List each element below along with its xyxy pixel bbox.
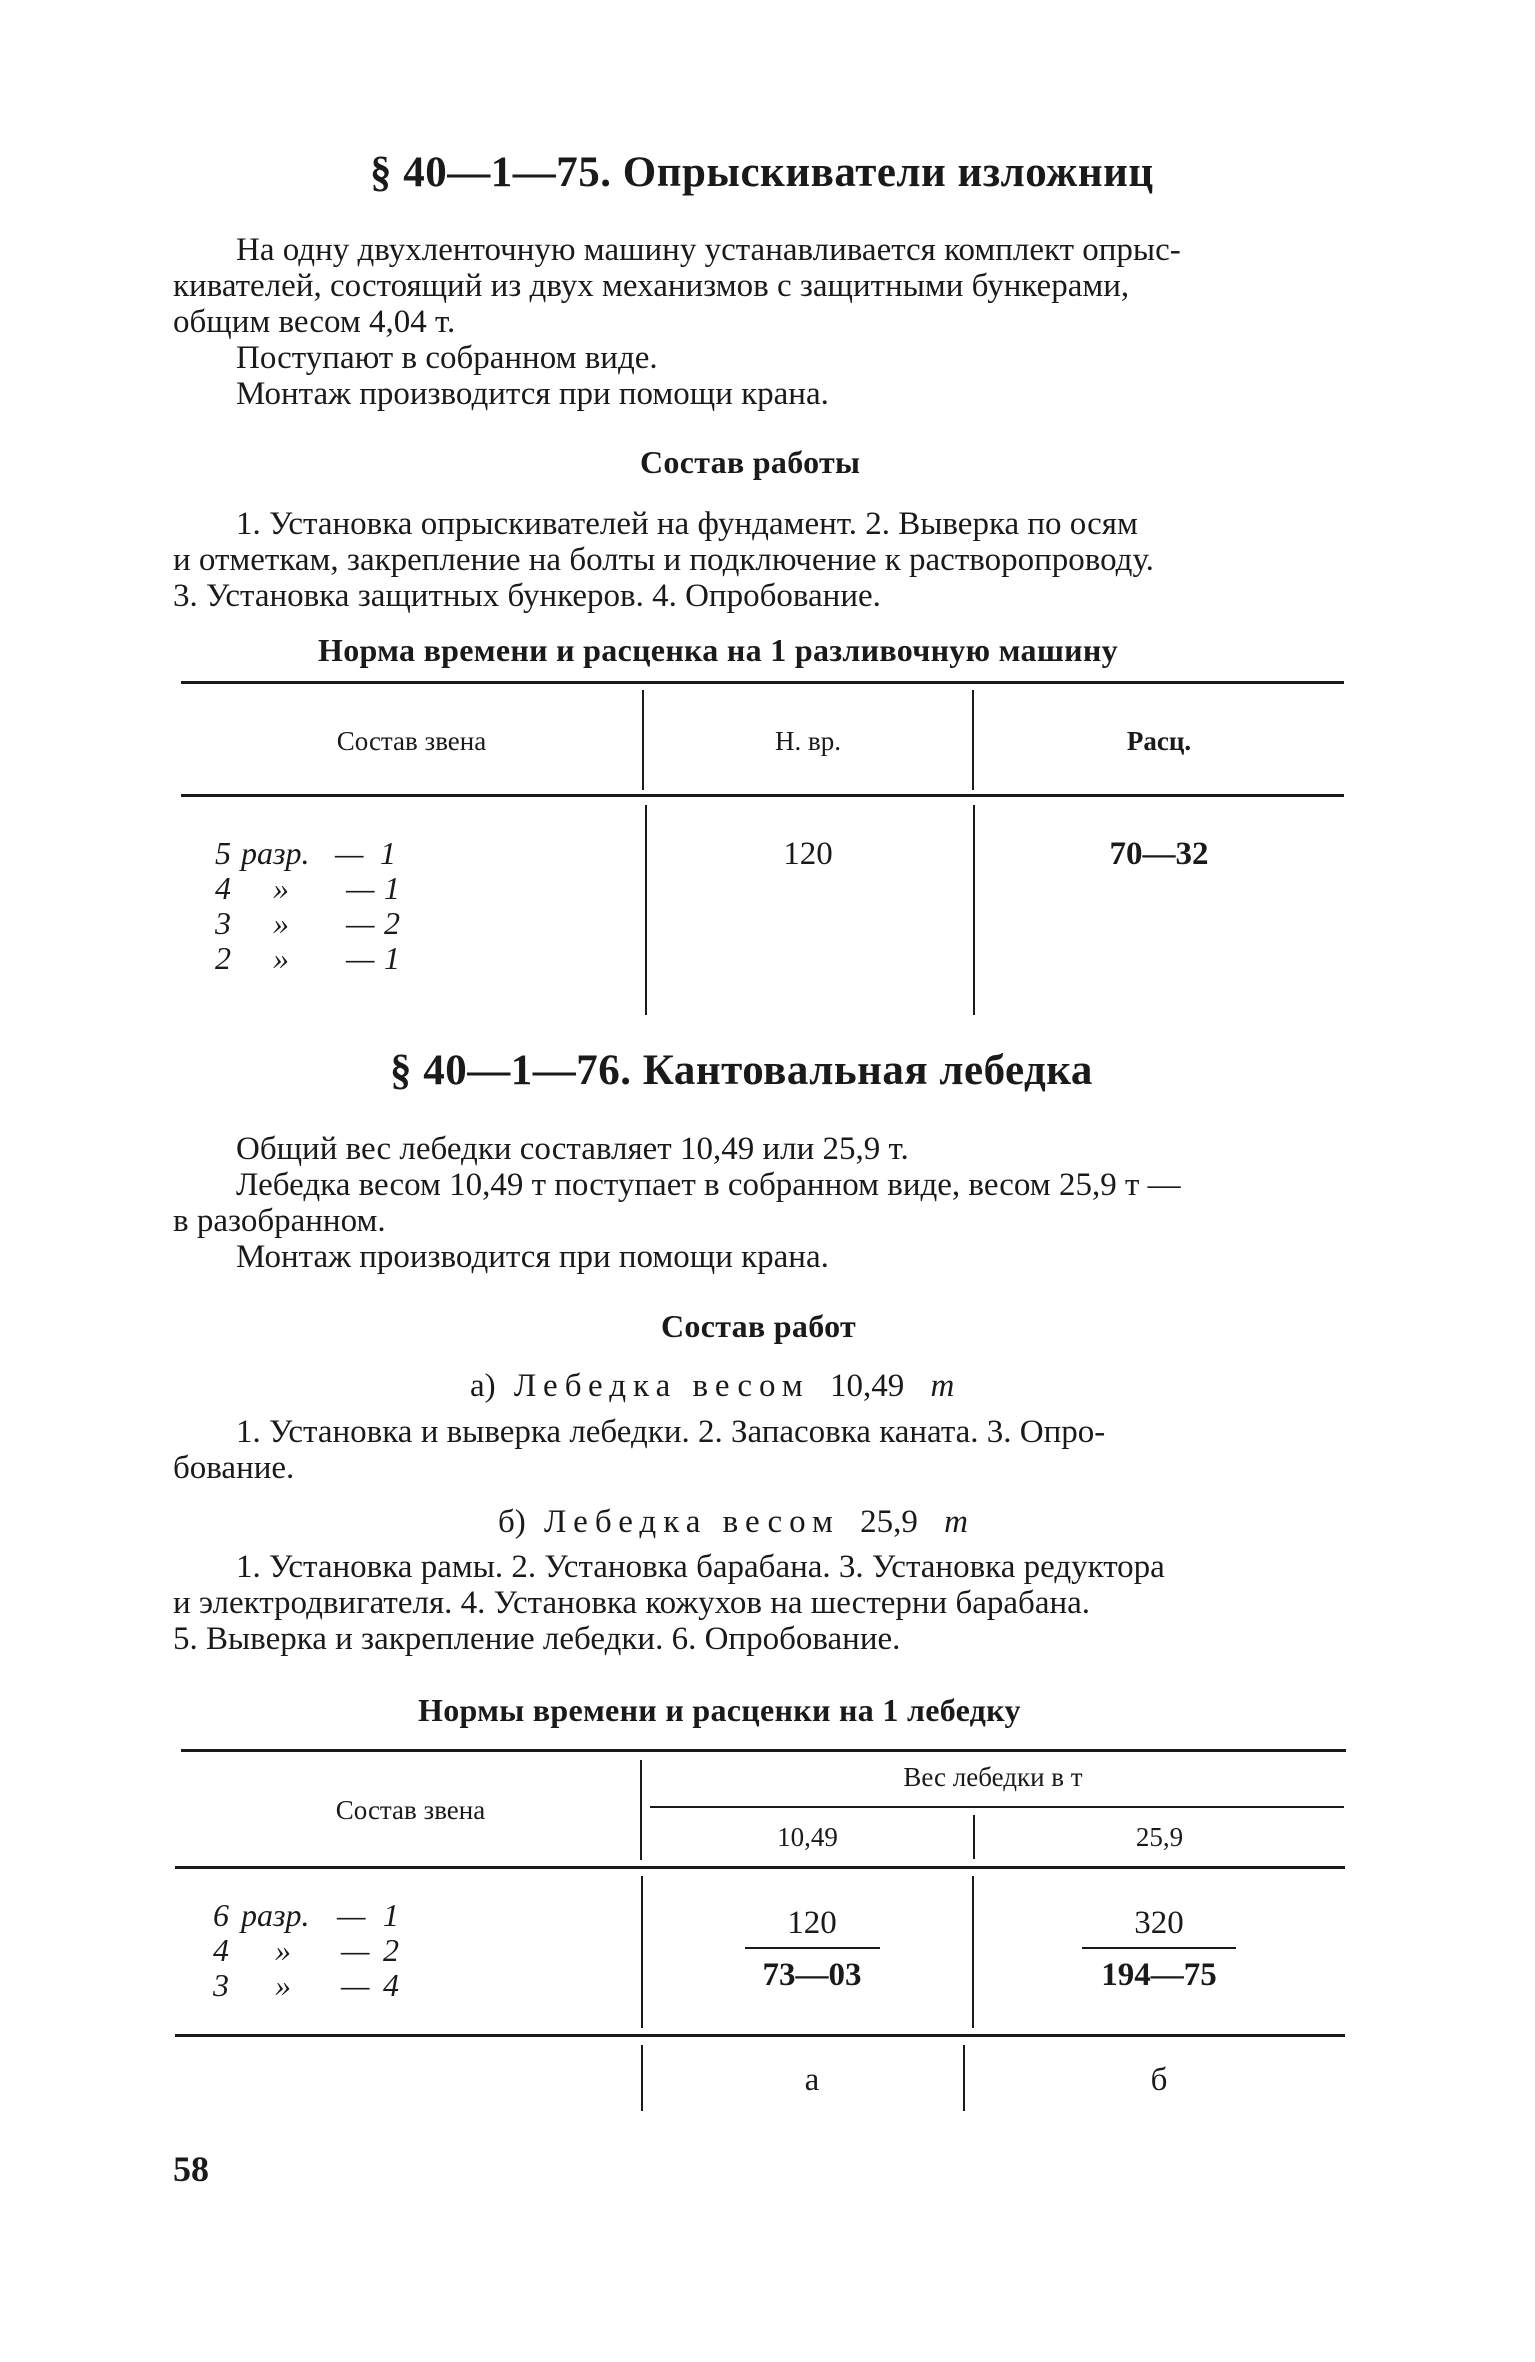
paragraph-line: Поступают в собранном виде.: [236, 340, 658, 376]
column-divider: [972, 1876, 974, 2028]
column-divider: [641, 2045, 643, 2111]
paragraph-line: в разобранном.: [173, 1203, 386, 1239]
fraction-bar-b: [1082, 1947, 1236, 1949]
table-title: Норма времени и расценка на 1 разливочную машину: [318, 632, 1118, 668]
norm-value-b: 320: [1134, 1905, 1184, 1941]
header-weight: Вес лебедки в т: [903, 1762, 1083, 1792]
crew-row: 4 » — 1: [215, 870, 400, 906]
paragraph-line: Монтаж производится при помощи крана.: [236, 376, 829, 412]
subheading-b: б) Лебедка весом 25,9 т: [498, 1504, 968, 1540]
table-rule-header: [181, 794, 1344, 797]
column-divider: [641, 1876, 643, 2028]
work-heading: Состав работы: [640, 444, 861, 480]
table-rule-subheader: [650, 1806, 1344, 1808]
work-line: и отметкам, закрепление на болты и подключение к растворопроводу.: [173, 542, 1154, 578]
crew-row: 3 » — 4: [213, 1967, 399, 2003]
table-rule-top: [181, 681, 1344, 684]
work-heading: Состав работ: [661, 1308, 856, 1344]
weight-25-9: 25,9: [1135, 1822, 1184, 1852]
work-line: 5. Выверка и закрепление лебедки. 6. Опробование.: [173, 1621, 901, 1657]
work-line: и электродвигателя. 4. Установка кожухов на шестерни барабана.: [173, 1585, 1091, 1621]
fraction-bar-a: [745, 1947, 880, 1949]
column-letter-a: а: [804, 2062, 820, 2098]
page-number: 58: [173, 2149, 209, 2189]
work-line: бование.: [173, 1450, 295, 1486]
header-crew: Состав звена: [336, 726, 487, 756]
rate-value-a: 73—03: [762, 1957, 862, 1993]
rate-value: 70—32: [1109, 836, 1209, 872]
crew-row: 6 разр. — 1: [213, 1897, 399, 1933]
column-letter-b: б: [1150, 2062, 1168, 2098]
column-divider: [963, 2045, 965, 2111]
paragraph-line: Общий вес лебедки составляет 10,49 или 25,9 т.: [236, 1131, 909, 1167]
section-title-40-1-75: § 40—1—75. Опрыскиватели изложниц: [370, 149, 1154, 196]
work-line: 3. Установка защитных бункеров. 4. Опробование.: [173, 578, 881, 614]
paragraph-line: общим весом 4,04 т.: [173, 304, 456, 340]
work-line: 1. Установка и выверка лебедки. 2. Запасовка каната. 3. Опро-: [236, 1414, 1106, 1450]
header-norm: Н. вр.: [775, 726, 841, 756]
rate-value-b: 194—75: [1101, 1957, 1217, 1993]
table-title: Нормы времени и расценки на 1 лебедку: [418, 1692, 1021, 1728]
crew-row: 4 » — 2: [213, 1932, 399, 1968]
table-rule-header: [175, 1866, 1345, 1869]
paragraph-line: На одну двухленточную машину устанавливается комплект опрыс-: [236, 232, 1181, 268]
table-rule-top: [181, 1749, 1346, 1752]
table-rule-bottom: [175, 2034, 1345, 2037]
weight-10-49: 10,49: [777, 1822, 838, 1852]
paragraph-line: кивателей, состоящий из двух механизмов с защитными бункерами,: [173, 268, 1130, 304]
subheading-a: а) Лебедка весом 10,49 т: [470, 1368, 955, 1404]
crew-row: 2 » — 1: [215, 940, 400, 976]
crew-row: 3 » — 2: [215, 905, 400, 941]
work-line: 1. Установка рамы. 2. Установка барабана. 3. Установка редуктора: [236, 1549, 1165, 1585]
work-line: 1. Установка опрыскивателей на фундамент. 2. Выверка по осям: [236, 506, 1138, 542]
section-title-40-1-76: § 40—1—76. Кантовальная лебедка: [390, 1047, 1093, 1094]
header-crew: Состав звена: [335, 1795, 486, 1825]
crew-row: 5 разр. — 1: [215, 835, 396, 871]
norm-value: 120: [783, 836, 833, 872]
header-rate: Расц.: [1126, 726, 1192, 756]
paragraph-line: Монтаж производится при помощи крана.: [236, 1239, 829, 1275]
paragraph-line: Лебедка весом 10,49 т поступает в собранном виде, весом 25,9 т —: [236, 1167, 1181, 1203]
norm-value-a: 120: [787, 1905, 837, 1941]
